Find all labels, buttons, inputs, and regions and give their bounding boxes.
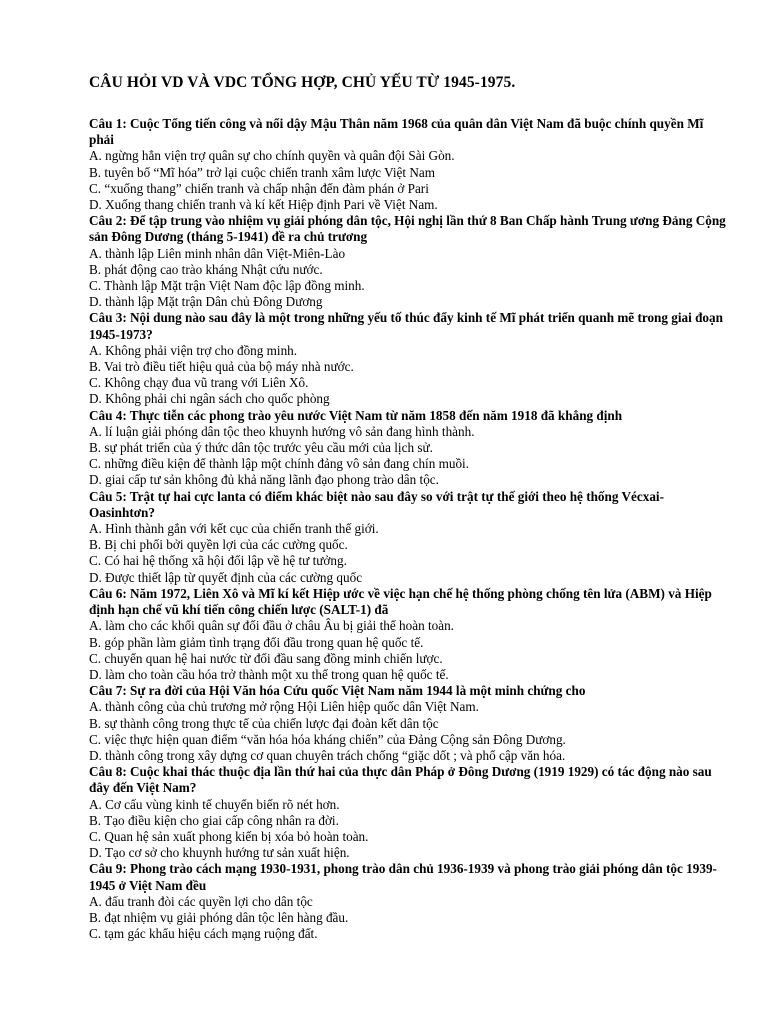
answer-option-b: B. sự phát triển của ý thức dân tộc trước yêu cầu mới của lịch sử. [89,440,433,456]
question-stem: Câu 9: Phong trào cách mạng 1930-1931, phong trào dân chủ 1936-1939 và phong trào giải phóng dân tộc 1939-1945 ở Việt Nam đều [89,861,717,893]
answer-option-b: B. Vai trò điều tiết hiệu quả của bộ máy nhà nước. [89,359,354,375]
answer-option-d: D. Xuống thang chiến tranh và kí kết Hiệp định Pari về Việt Nam. [89,197,438,213]
question-8 [89,764,729,861]
answer-option-d: D. Được thiết lập từ quyết định của các cường quốc [89,569,363,585]
answer-option-b: B. góp phần làm giảm tình trạng đối đầu trong quan hệ quốc tế. [89,634,424,650]
question-3 [89,310,729,407]
answer-option-b: B. đạt nhiệm vụ giải phóng dân tộc lên hàng đầu. [89,909,349,925]
question-7 [89,683,729,764]
answer-option-c: C. tạm gác khẩu hiệu cách mạng ruộng đất. [89,926,318,942]
answer-option-b: B. sự thành công trong thực tế của chiến lược đại đoàn kết dân tộc [89,715,439,731]
question-2 [89,213,729,310]
question-6 [89,586,729,683]
answer-option-c: C. chuyển quan hệ hai nước từ đối đầu sang đồng minh chiến lược. [89,650,443,666]
answer-option-a: A. đấu tranh đòi các quyền lợi cho dân tộc [89,893,313,909]
answer-option-a: A. thành lập Liên minh nhân dân Việt-Miên-Lào [89,245,346,261]
question-stem: Câu 8: Cuộc khai thác thuộc địa lần thứ hai của thực dân Pháp ở Đông Dương (1919 1929) có tác động nào sau đây đến Việt Nam? [89,764,712,796]
answer-option-c: C. Quan hệ sản xuất phong kiến bị xóa bỏ hoàn toàn. [89,828,369,844]
answer-option-a: A. thành công của chủ trương mở rộng Hội Liên hiệp quốc dân Việt Nam. [89,699,479,715]
question-stem: Câu 6: Năm 1972, Liên Xô và Mĩ kí kết Hiệp ước về việc hạn chế hệ thống phòng chống tên lửa (ABM) và Hiệp định hạn chế vũ khí tiến công chiến lược (SALT-1) đã [89,585,712,618]
answer-option-c: C. Có hai hệ thống xã hội đối lập về hệ tư tưởng. [89,553,347,569]
question-9 [89,861,729,942]
answer-option-b: B. tuyên bố “Mĩ hóa” trở lại cuộc chiến tranh xâm lược Việt Nam [89,164,435,180]
answer-option-d: D. làm cho toàn cầu hóa trở thành một xu thế trong quan hệ quốc tế. [89,666,449,682]
question-stem: Câu 7: Sự ra đời của Hội Văn hóa Cứu quốc Việt Nam năm 1944 là một minh chứng cho [89,683,586,699]
question-stem: Câu 4: Thực tiễn các phong trào yêu nước Việt Nam từ năm 1858 đến năm 1918 đã khẳng định [89,407,623,423]
answer-option-d: D. thành công trong xây dựng cơ quan chuyên trách chống “giặc dốt ; và phổ cập văn hóa. [89,747,566,763]
answer-option-d: D. giai cấp tư sản không đủ khả năng lãnh đạo phong trào dân tộc. [89,472,439,488]
answer-option-c: C. những điều kiện để thành lập một chính đảng vô sản đang chín muồi. [89,456,469,472]
answer-option-a: A. Hình thành gắn với kết cục của chiến tranh thế giới. [89,521,379,537]
question-stem: Câu 5: Trật tự hai cực lanta có điểm khác biệt nào sau đây so với trật tự thế giới theo hệ thống Vécxai- Oasinhtơn? [89,488,664,520]
answer-option-d: D. thành lập Mặt trận Dân chủ Đông Dương [89,294,323,310]
question-5 [89,489,729,586]
answer-option-c: C. “xuống thang” chiến tranh và chấp nhận đến đàm phán ở Pari [89,180,429,196]
answer-option-b: B. Bị chi phối bởi quyền lợi của các cường quốc. [89,537,348,553]
question-stem: Câu 1: Cuộc Tổng tiến công và nổi dậy Mậu Thân năm 1968 của quân dân Việt Nam đã buộc chính quyền Mĩ phải [89,116,704,148]
answer-option-c: C. Thành lập Mặt trận Việt Nam độc lập đồng minh. [89,278,365,294]
answer-option-a: A. Cơ cấu vùng kinh tế chuyển biến rõ nét hơn. [89,796,340,812]
answer-option-b: B. phát động cao trào kháng Nhật cứu nước. [89,261,323,277]
answer-option-a: A. làm cho các khối quân sự đối đầu ở châu Âu bị giải thể hoàn toàn. [89,618,454,634]
answer-option-a: A. ngừng hẳn viện trợ quân sự cho chính quyền và quân đội Sài Gòn. [89,148,455,164]
document-title: CÂU HỎI VD VÀ VDC TỔNG HỢP, CHỦ YẾU TỪ 1945-1975. [89,74,516,91]
answer-option-d: D. Không phải chi ngân sách cho quốc phòng [89,391,330,407]
answer-option-b: B. Tạo điều kiện cho giai cấp công nhân ra đời. [89,812,339,828]
answer-option-a: A. Không phải viện trợ cho đồng minh. [89,342,298,358]
question-4 [89,408,729,489]
answer-option-c: C. Không chạy đua vũ trang với Liên Xô. [89,375,309,391]
answer-option-d: D. Tạo cơ sở cho khuynh hướng tư sản xuất hiện. [89,845,350,861]
document-page [89,70,729,942]
answer-option-c: C. việc thực hiện quan điểm “văn hóa hóa kháng chiến” của Đảng Cộng sản Đông Dương. [89,731,566,747]
question-1 [89,116,729,213]
answer-option-a: A. lí luận giải phóng dân tộc theo khuynh hướng vô sản đang hình thành. [89,423,475,439]
question-stem: Câu 3: Nội dung nào sau đây là một trong những yếu tố thúc đẩy kinh tế Mĩ phát triển quanh mẽ trong giai đoạn 1945-1973? [89,310,723,342]
question-stem: Câu 2: Để tập trung vào nhiệm vụ giải phóng dân tộc, Hội nghị lần thứ 8 Ban Chấp hành Trung ương Đảng Cộng sản Đông Dương (tháng 5-1941) đề ra chủ trương [89,213,726,245]
